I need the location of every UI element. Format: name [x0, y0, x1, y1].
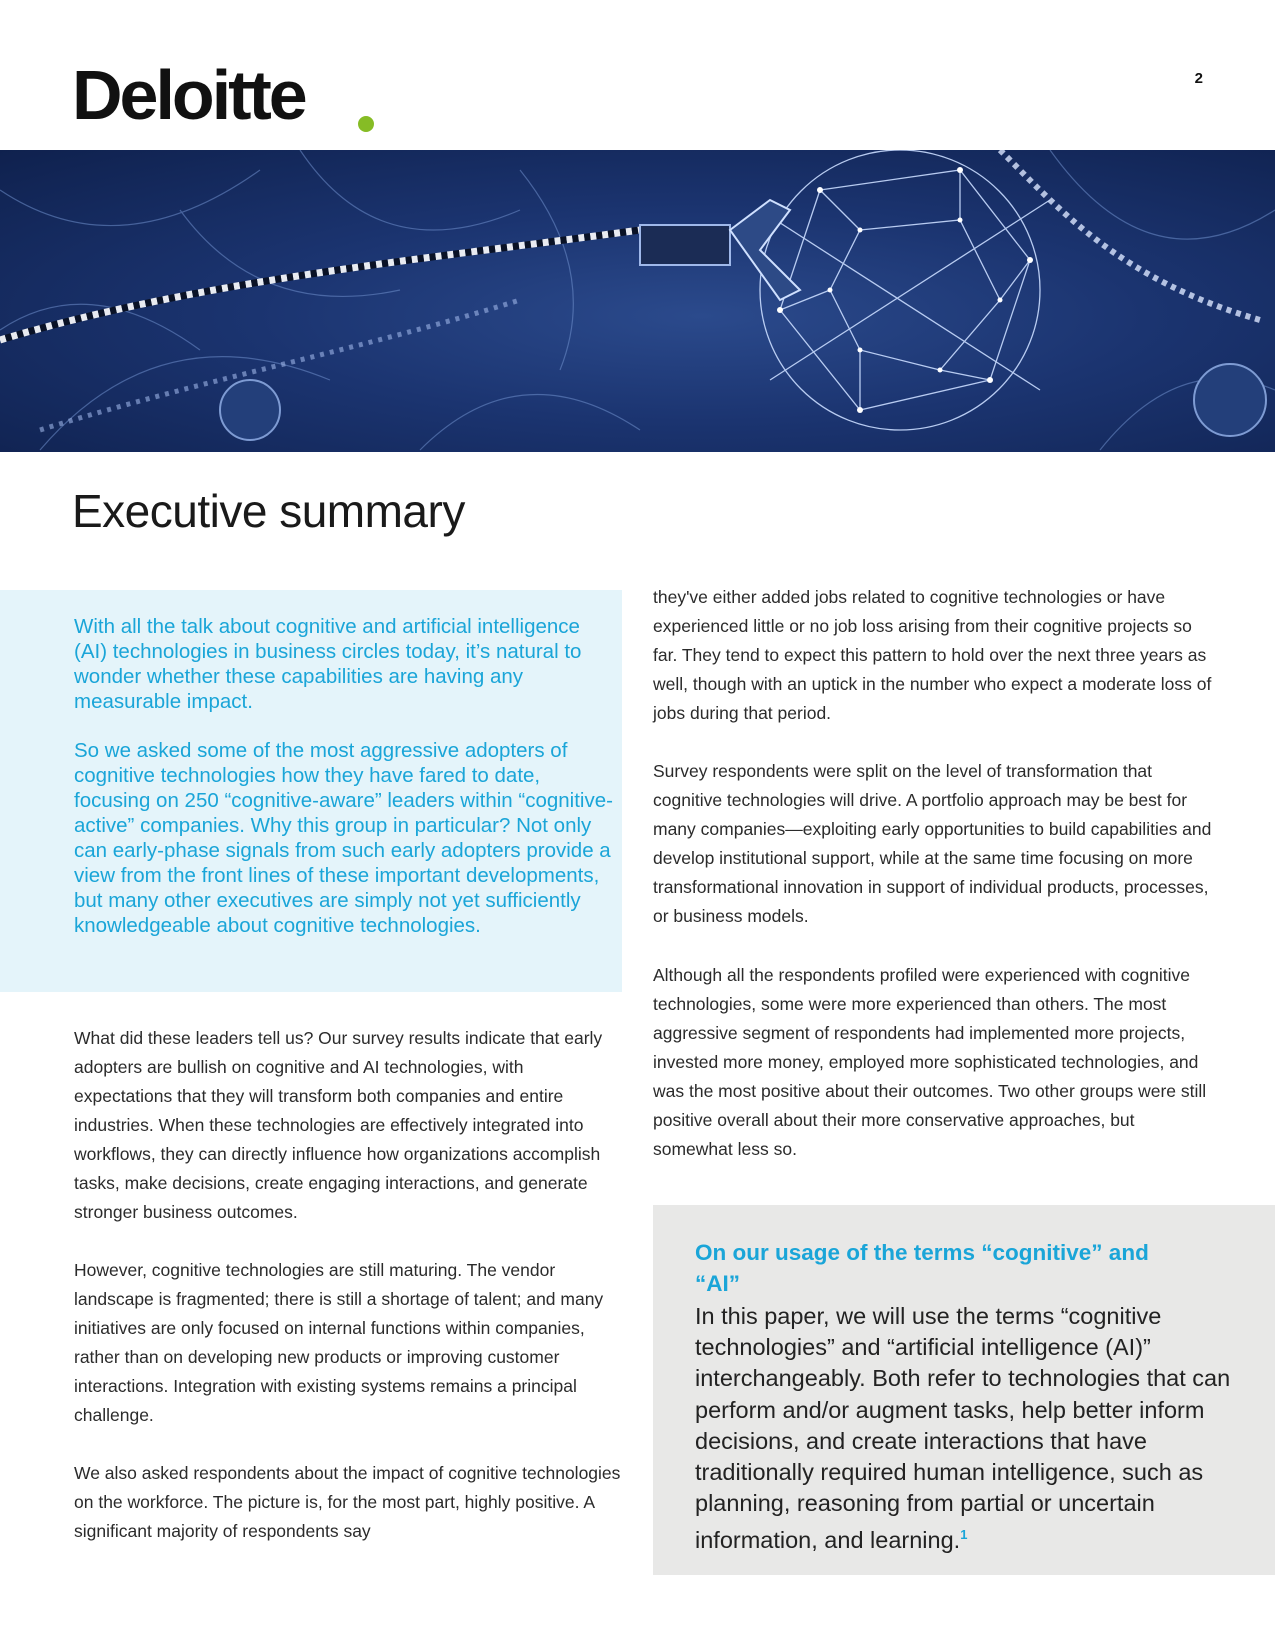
body-paragraph: What did these leaders tell us? Our survey results indicate that early adopters are bullish on cognitive and AI technologies, with expectations that they will transform both companies and entire industries. When these technologies are effectively integrated into workflows, they can directly influence how organizations accomplish tasks, make decisions, create engaging interactions, and generate stronger business outcomes. — [74, 1028, 603, 1222]
sidebar-body — [695, 1301, 1235, 1556]
page-title: Executive summary — [72, 485, 465, 537]
body-paragraph: Survey respondents were split on the level of transformation that cognitive technologies will drive. A portfolio approach may be best for many companies—exploiting early opportunities to build capabilities and develop institutional support, while at the same time focusing on more transformational innovation in support of individual products, processes, or business models. — [653, 761, 1212, 926]
terms-sidebar — [653, 1205, 1275, 1575]
callout-paragraph: With all the talk about cognitive and artificial intelligence (AI) technologies in business circles today, it’s natural to wonder whether these capabilities are having any measurable impact. — [74, 615, 582, 713]
neural-network-illustration — [0, 150, 1275, 452]
deloitte-logo: Deloitte — [72, 56, 305, 134]
page-number: 2 — [1194, 70, 1203, 87]
sidebar-body-text: In this paper, we will use the terms “cognitive technologies” and “artificial intelligence (AI)” interchangeably. Both refer to technologies that can perform and/or augment tasks, help better inform decisions, and create interactions that have traditionally required human intelligence, such as planning, reasoning from partial or uncertain information, and learning. — [695, 1303, 1231, 1554]
callout-paragraph: So we asked some of the most aggressive adopters of cognitive technologies how they have fared to date, focusing on 250 “cognitive-aware” leaders within “cognitive-active” companies. Why this group in particular? Not only can early-phase signals from such early adopters provide a view from the front lines of these important developments, but many other executives are simply not yet sufficiently knowledgeable about cognitive technologies. — [74, 739, 613, 937]
logo-green-dot — [358, 116, 374, 132]
sidebar-heading: On our usage of the terms “cognitive” and “AI” — [695, 1240, 1149, 1296]
intro-callout — [0, 590, 622, 992]
footnote-marker[interactable]: 1 — [960, 1527, 968, 1543]
body-paragraph: Although all the respondents profiled were experienced with cognitive technologies, some were more experienced than others. The most aggressive segment of respondents had implemented more projects, invested more money, employed more sophisticated technologies, and was the most positive about their outcomes. Two other groups were still positive overall about their more conservative approaches, but somewhat less so. — [653, 965, 1207, 1159]
body-paragraph: However, cognitive technologies are still maturing. The vendor landscape is fragmented; there is still a shortage of talent; and many initiatives are only focused on internal functions within companies, rather than on developing new products or improving customer interactions. Integration with existing systems remains a principal challenge. — [74, 1260, 604, 1425]
body-paragraph: they've either added jobs related to cognitive technologies or have experienced little or no job loss arising from their cognitive projects so far. They tend to expect this pattern to hold over the next three years as well, though with an uptick in the number who expect a moderate loss of jobs during that period. — [653, 587, 1212, 723]
body-paragraph: We also asked respondents about the impact of cognitive technologies on the workforce. The picture is, for the most part, highly positive. A significant majority of respondents say — [74, 1463, 621, 1541]
neural-network-image — [0, 150, 1275, 452]
